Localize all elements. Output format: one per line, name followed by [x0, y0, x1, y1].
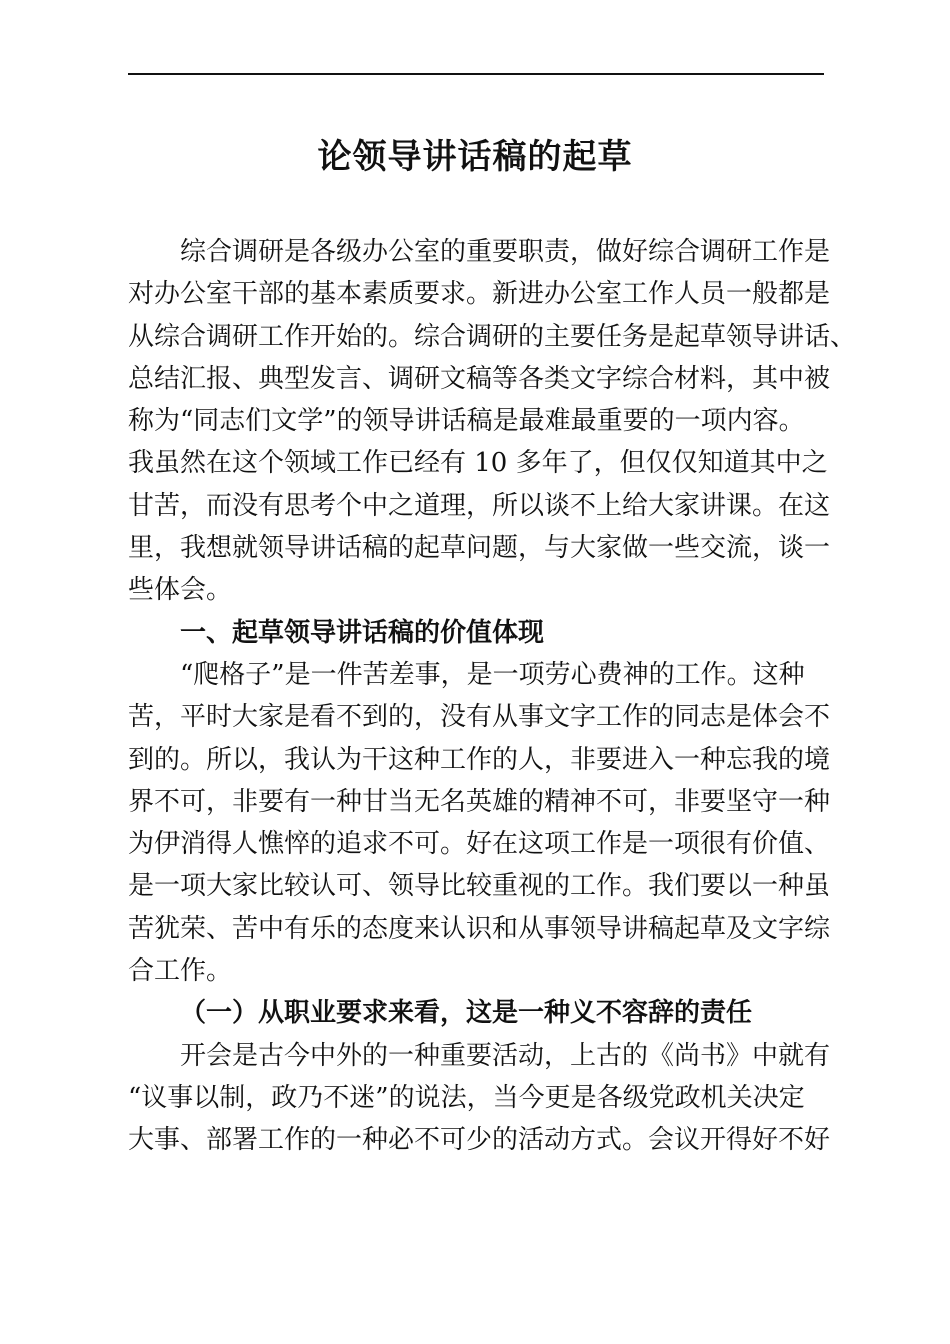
paragraph-line: 综合调研是各级办公室的重要职责，做好综合调研工作是	[180, 237, 831, 267]
paragraph-line: 合工作。	[128, 956, 233, 987]
paragraph-line: 到的。所以，我认为干这种工作的人，非要进入一种忘我的境	[128, 744, 831, 775]
paragraph-line: 总结汇报、典型发言、调研文稿等各类文字综合材料，其中被	[128, 363, 831, 394]
paragraph-line: 里，我想就领导讲话稿的起草问题，与大家做一些交流，谈一	[128, 533, 831, 564]
paragraph-line: 些体会。	[128, 575, 233, 606]
paragraph-line: 对办公室干部的基本素质要求。新进办公室工作人员一般都是	[128, 279, 831, 310]
paragraph-line: 苦，平时大家是看不到的，没有从事文字工作的同志是体会不	[128, 702, 831, 733]
subsection-heading: （一）从职业要求来看，这是一种义不容辞的责任	[180, 998, 753, 1029]
paragraph-line: 称为“同志们文学”的领导讲话稿是最难最重要的一项内容。	[128, 406, 805, 437]
paragraph-line: 甘苦，而没有思考个中之道理，所以谈不上给大家讲课。在这	[128, 490, 831, 521]
paragraph-line: 苦犹荣、苦中有乐的态度来认识和从事领导讲稿起草及文字综	[128, 913, 831, 944]
section-heading: 一、起草领导讲话稿的价值体现	[180, 617, 545, 648]
paragraph-line: 开会是古今中外的一种重要活动，上古的《尚书》中就有	[180, 1040, 831, 1071]
paragraph-line: 界不可，非要有一种甘当无名英雄的精神不可，非要坚守一种	[128, 786, 831, 817]
paragraph-line: 是一项大家比较认可、领导比较重视的工作。我们要以一种虽	[128, 871, 831, 902]
document-title: 论领导讲话稿的起草	[317, 137, 633, 177]
paragraph-line: 大事、部署工作的一种必不可少的活动方式。会议开得好不好	[128, 1125, 831, 1156]
paragraph-line: “议事以制，政乃不迷”的说法，当今更是各级党政机关决定	[128, 1082, 805, 1113]
paragraph-line: “爬格子”是一件苦差事，是一项劳心费神的工作。这种	[180, 659, 805, 690]
paragraph-line: 我虽然在这个领域工作已经有 10 多年了，但仅仅知道其中之	[128, 448, 828, 479]
paragraph-line: 为伊消得人憔悴的追求不可。好在这项工作是一项很有价值、	[128, 829, 831, 860]
header-rule	[128, 73, 824, 75]
paragraph-line: 从综合调研工作开始的。综合调研的主要任务是起草领导讲话、	[128, 321, 857, 352]
document-body	[128, 231, 857, 1162]
